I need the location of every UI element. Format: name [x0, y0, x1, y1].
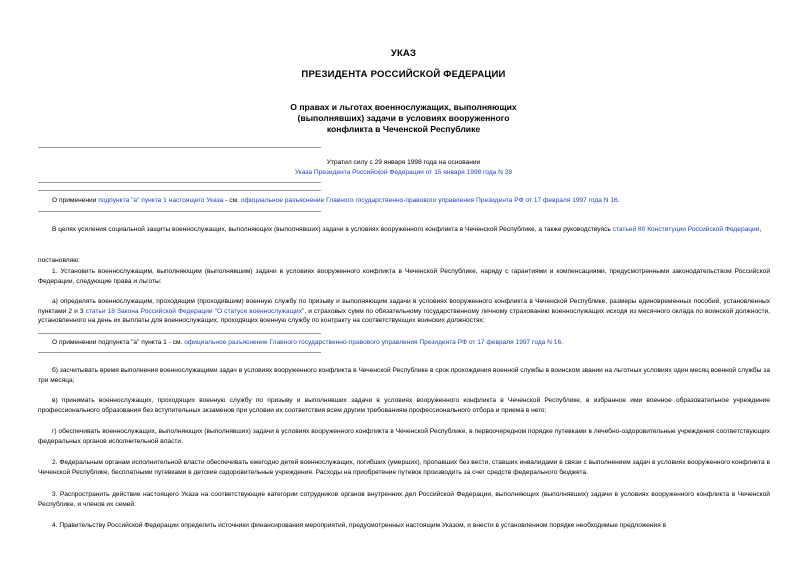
constitution-article-link[interactable]: статьей 80 Конституции Российской Федерации [612, 226, 760, 233]
subparagraph-link[interactable]: подпункта "а" пункта 1 настоящего Указа [98, 197, 224, 204]
paragraph-4: 4. Правительству Российской Федерации определить источники финансирования мероприятий, предусмотренных настоящим Указом, и внести в установленном порядке необходимые предложения в [52, 522, 667, 529]
paragraph-1a [38, 297, 770, 326]
application-note-1 [52, 196, 620, 205]
official-clarification-link[interactable]: официальное разъяснение Главного государственно-правового управления Президента РФ от 17 февраля 1997 года N 16 [240, 197, 618, 204]
repeal-note [0, 158, 807, 177]
repeal-note-text: Утратил силу с 29 января 1998 года на основании [326, 159, 481, 166]
repeal-decree-link[interactable]: Указа Президента Российской Федерации от 15 января 1998 года N 28 [294, 169, 513, 176]
note-prefix: О применении [52, 197, 99, 204]
divider [38, 190, 321, 191]
paragraph-1g: г) обеспечивать военнослужащих, выполняющих (выполнявших) задачи в условиях вооруженного конфликта в Чеченской Республике, в первоочередном порядке путевками в лечебно-оздоровительные учреждения соответствующих федеральных органов исполнительной власти. [38, 428, 770, 445]
paragraph-3: 3. Распространить действие настоящего Указа на соответствующие категории сотрудников органов внутренних дел Российской Федерации, выполняющих (выполнявших) задачи в условиях вооруженного конфликта в Чеченской Республике, и членов их семей. [38, 491, 770, 508]
preamble-paragraph [38, 225, 770, 235]
preamble-suffix: , [759, 226, 762, 233]
official-clarification-link[interactable]: официальное разъяснение Главного государственно-правового управления Президента РФ от 17 февраля 1997 года N 16 [184, 339, 562, 346]
paragraph-1a-text-end: , и страховых сумм по обязательному государственному личному страхованию военнослужащих исходя из месячного оклада по воинской должности, установленного на день их выплаты для военнослужащих, проходящих военную службу по контракту на соответствующих воинских должностях; [38, 307, 770, 325]
paragraph-2: 2. Федеральным органам исполнительной власти обеспечивать ежегодно детей военнослужащих, погибших (умерших), пропавших без вести, ставших инвалидами в связи с выполнением задач в условиях вооруженного конфликта в Чеченской Республике, бесплатными путевками в детские оздоровительные учреждения. Расходы на приобретение путевок производить за счет средств федерального бюджета. [38, 459, 770, 476]
note-suffix: . [561, 339, 563, 346]
subject-line: конфликта в Чеченской Республике [326, 124, 481, 134]
paragraph-1v: в) принимать военнослужащих, проходящих военную службу по призыву и выполнявших задачи в условиях вооруженного конфликта в Чеченской Республике, в избранное ими военное образовательное учреждение профессионального образования без вступительных экзаменов при условии их соответствия всем другим требованиям профессионального отбора и приема в него; [38, 397, 770, 414]
law-article-link[interactable]: статьи 18 Закона Российской Федерации "О статусе военнослужащих" [85, 307, 305, 315]
subject-line: О правах и льготах военнослужащих, выполняющих [290, 102, 517, 112]
divider [38, 182, 321, 183]
document-issuer: ПРЕЗИДЕНТА РОССИЙСКОЙ ФЕДЕРАЦИИ [301, 69, 506, 80]
application-note-2 [52, 338, 563, 347]
document-type-title: УКАЗ [390, 48, 417, 59]
divider [38, 352, 321, 353]
divider [38, 211, 321, 212]
note-prefix: О применении подпункта "а" пункта 1 - см. [52, 339, 185, 346]
paragraph-1a-text: а) определять военнослужащим, проходящим (проходившим) военную службу по призыву и выполняющим задачи в условиях вооруженного конфликта в Чеченской Республике, размеры единовременных пособий, установленных пунктами 2 и 3 [38, 298, 770, 315]
paragraph-1: 1. Установить военнослужащим, выполняющим (выполнявшим) задачи в условиях вооруженного конфликта в Чеченской Республике, наряду с гарантиями и компенсациями, предусмотренными законодательством Российской Федерации, следующие права и льготы: [38, 268, 770, 285]
note-suffix: . [617, 197, 620, 204]
divider [38, 147, 321, 148]
preamble-text: В целях усиления социальной защиты военнослужащих, выполняющих (выполнявших) задачи в условиях вооруженного конфликта в Чеченской Республике, а также руководствуясь [52, 226, 613, 233]
subject-line: (выполнявших) задачи в условиях вооруженного [297, 113, 510, 123]
resolves-label: постановляю: [38, 257, 81, 264]
paragraph-1b: б) засчитывать время выполнения военнослужащими задач в условиях вооруженного конфликта в Чеченской Республике в срок прохождения военной службы в воинском звании на льготных условиях один месяц военной службы за три месяца; [38, 367, 770, 384]
document-subject [0, 102, 807, 135]
note-middle: - см. [223, 197, 241, 204]
divider [38, 333, 321, 334]
